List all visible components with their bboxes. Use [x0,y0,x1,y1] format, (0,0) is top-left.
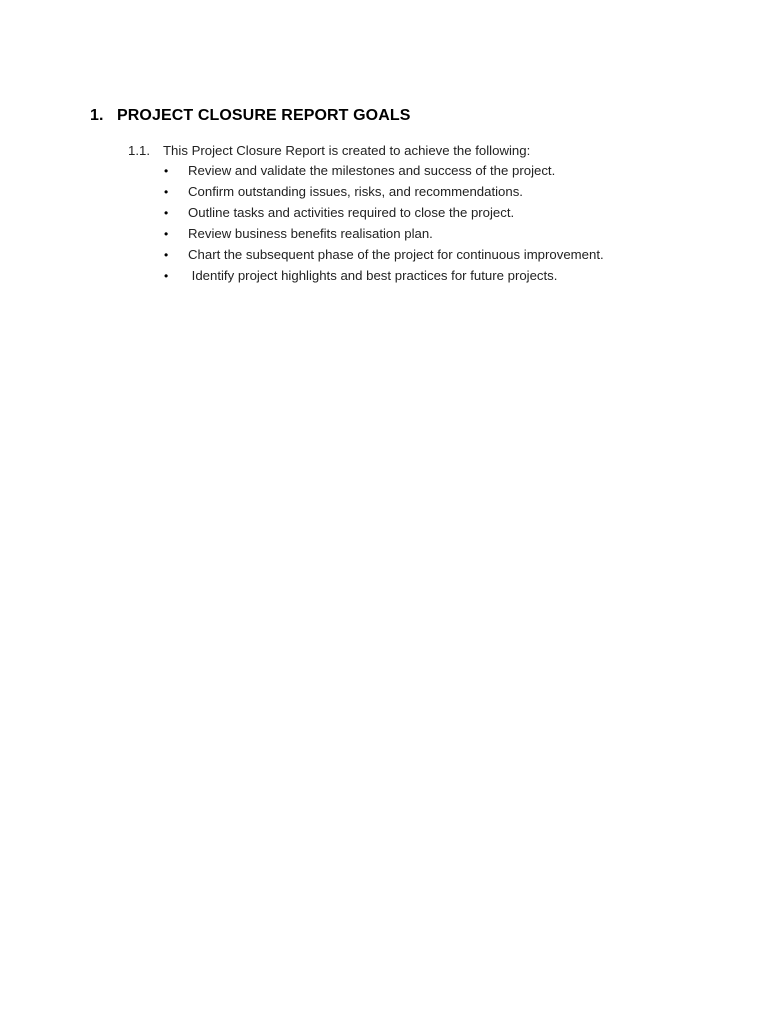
bullet-icon: • [164,227,169,241]
subsection-text: This Project Closure Report is created to achieve the following: [163,143,531,158]
bullet-icon: • [164,269,169,283]
goals-bullet-list [164,163,604,289]
list-item-text: Chart the subsequent phase of the project for continuous improvement. [188,247,604,262]
list-item-text: Identify project highlights and best practices for future projects. [188,268,558,283]
section-number: 1. [90,107,104,124]
list-item [164,247,604,268]
bullet-icon: • [164,164,169,178]
list-item [164,184,604,205]
list-item [164,268,604,289]
list-item-text: Review business benefits realisation plan. [188,226,433,241]
section-title: PROJECT CLOSURE REPORT GOALS [117,107,411,124]
subsection-intro [128,143,530,158]
list-item [164,163,604,184]
list-item-text: Review and validate the milestones and success of the project. [188,163,556,178]
bullet-icon: • [164,248,169,262]
section-heading [90,107,411,125]
list-item [164,205,604,226]
bullet-icon: • [164,185,169,199]
list-item-text: Confirm outstanding issues, risks, and recommendations. [188,184,523,199]
bullet-icon: • [164,206,169,220]
list-item [164,226,604,247]
subsection-number: 1.1. [128,143,150,158]
list-item-text: Outline tasks and activities required to close the project. [188,205,515,220]
